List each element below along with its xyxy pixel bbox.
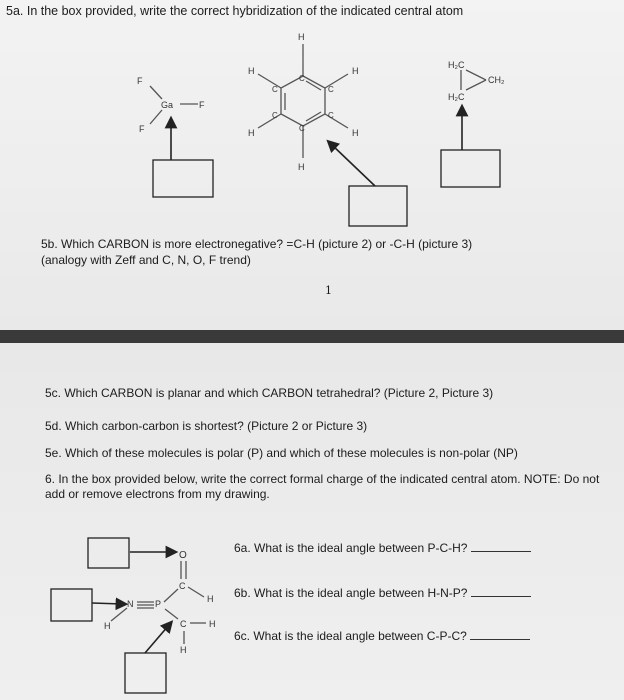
mol-n: N	[127, 599, 134, 609]
arrow-phosphorus-icon	[145, 625, 169, 653]
mol-h-c-bottom: H	[180, 645, 187, 655]
page-separator	[0, 330, 624, 343]
mol2-h-bottom: H	[298, 162, 305, 172]
question-5b-note: (analogy with Zeff and C, N, O, F trend)	[41, 253, 251, 267]
worksheet-page-1	[0, 0, 624, 330]
mol2-h-lower-right: H	[352, 128, 359, 138]
box-nitrogen[interactable]	[51, 589, 92, 621]
mol-p: P	[155, 599, 162, 609]
mol2-c-bottom: C	[299, 124, 305, 133]
mol-c-top: C	[179, 581, 186, 591]
box-phosphorus[interactable]	[125, 653, 166, 693]
mol2-h-upper-right: H	[352, 66, 359, 76]
question-5e: 5e. Which of these molecules is polar (P) and which of these molecules is non-polar (NP)	[45, 446, 518, 460]
mol1-f-right: F	[199, 100, 205, 110]
page1-drawings	[0, 0, 624, 330]
mol1-f-bottom: F	[139, 124, 145, 134]
question-5c: 5c. Which CARBON is planar and which CARBON tetrahedral? (Picture 2, Picture 3)	[45, 386, 494, 400]
question-6a-text: 6a. What is the ideal angle between P-C-H?	[234, 541, 468, 555]
mol1-ga: Ga	[161, 100, 174, 110]
mol2-h-top: H	[298, 32, 305, 42]
mol2-answer-box[interactable]	[349, 186, 407, 226]
question-5d: 5d. Which carbon-carbon is shortest? (Picture 2 or Picture 3)	[45, 419, 368, 433]
mol3-h2c-top: H₂C	[448, 60, 465, 70]
mol3-h2c-bottom: H₂C	[448, 92, 465, 102]
mol-h-left: H	[104, 621, 111, 631]
mol-h-right: H	[207, 594, 214, 604]
mol3-answer-box[interactable]	[441, 150, 500, 187]
question-6b-text: 6b. What is the ideal angle between H-N-P?	[234, 586, 468, 600]
question-5b: 5b. Which CARBON is more electronegative? =C-H (picture 2) or -C-H (picture 3)	[41, 237, 473, 251]
box-carbon-top[interactable]	[88, 538, 129, 568]
mol1-f-top: F	[137, 76, 143, 86]
page-number: 1	[325, 284, 332, 297]
mol-o: O	[179, 550, 187, 561]
mol2-h-lower-left: H	[248, 128, 255, 138]
arrow-nitrogen-icon	[92, 603, 122, 604]
mol-c-bottom: C	[180, 619, 187, 629]
mol2-c-lower-left: C	[272, 111, 278, 120]
mol2-c-upper-left: C	[272, 85, 278, 94]
mol1-answer-box[interactable]	[153, 160, 213, 197]
mol-h-c-right: H	[209, 619, 216, 629]
question-6: 6. In the box provided below, write the correct formal charge of the indicated central atom. NOTE: Do not	[45, 472, 600, 486]
question-5a: 5a. In the box provided, write the correct hybridization of the indicated central atom	[6, 4, 464, 18]
question-6c-text: 6c. What is the ideal angle between C-P-C?	[234, 629, 467, 643]
mol2-c-upper-right: C	[328, 85, 334, 94]
mol2-h-upper-left: H	[248, 66, 255, 76]
worksheet-page-2	[0, 343, 624, 700]
molecule-cyclopropane	[448, 60, 505, 102]
question-6-note: add or remove electrons from my drawing.	[45, 487, 270, 501]
mol2-c-lower-right: C	[328, 111, 334, 120]
page2-drawings	[0, 343, 624, 700]
mol3-ch2: CH₂	[488, 75, 505, 85]
mol2-c-top: C	[299, 74, 305, 83]
mol2-arrow-icon	[331, 144, 375, 186]
molecule-benzene	[248, 32, 359, 172]
molecule-phosphaimine	[104, 550, 216, 655]
